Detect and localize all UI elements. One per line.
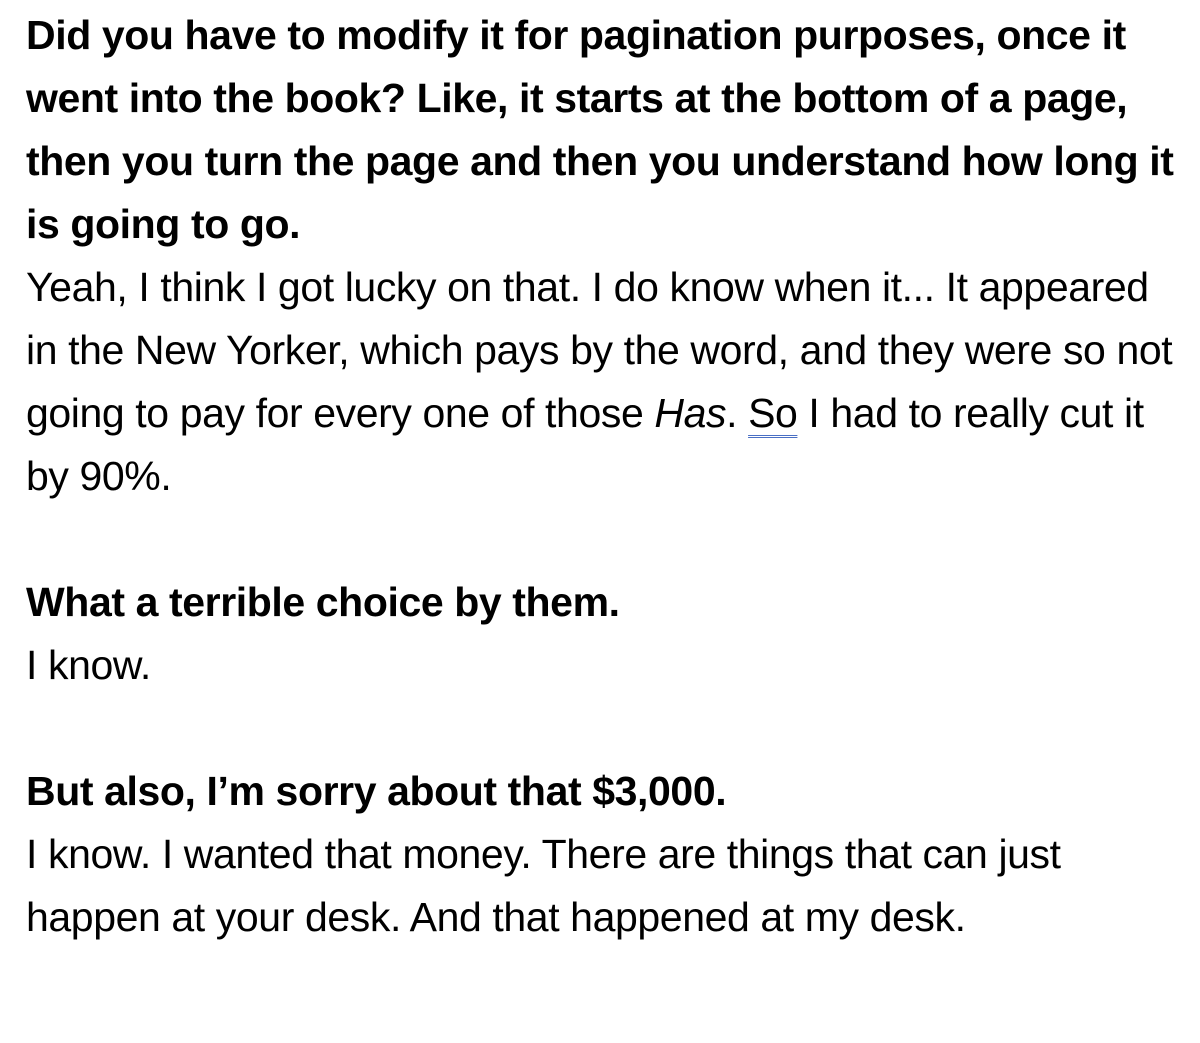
question-2: What a terrible choice by them. bbox=[26, 579, 620, 625]
answer-1-text-a: Yeah, I think I got lucky on that. I do know when it... It appeared in the New Yorker, which pays by the word, and they were so not going to pay for every one of those bbox=[26, 264, 1173, 436]
paragraph-spacer bbox=[26, 508, 1186, 571]
grammar-flagged-word[interactable]: So bbox=[748, 390, 798, 436]
question-3: But also, I’m sorry about that $3,000. bbox=[26, 768, 727, 814]
answer-1-text-b: . bbox=[726, 390, 749, 436]
answer-2: I know. bbox=[26, 642, 151, 688]
answer-3: I know. I wanted that money. There are things that can just happen at your desk. And that happened at my desk. bbox=[26, 831, 1061, 940]
paragraph-spacer bbox=[26, 697, 1186, 760]
answer-1 bbox=[26, 256, 1186, 508]
document-body bbox=[26, 4, 1186, 949]
question-1: Did you have to modify it for pagination purposes, once it went into the book? Like, it starts at the bottom of a page, then you turn the page and then you understand how long it is going to go. bbox=[26, 12, 1174, 247]
answer-1-text-c: I had to really cut it by 90%. bbox=[26, 390, 1144, 499]
answer-1-italic-word: Has bbox=[654, 390, 727, 436]
